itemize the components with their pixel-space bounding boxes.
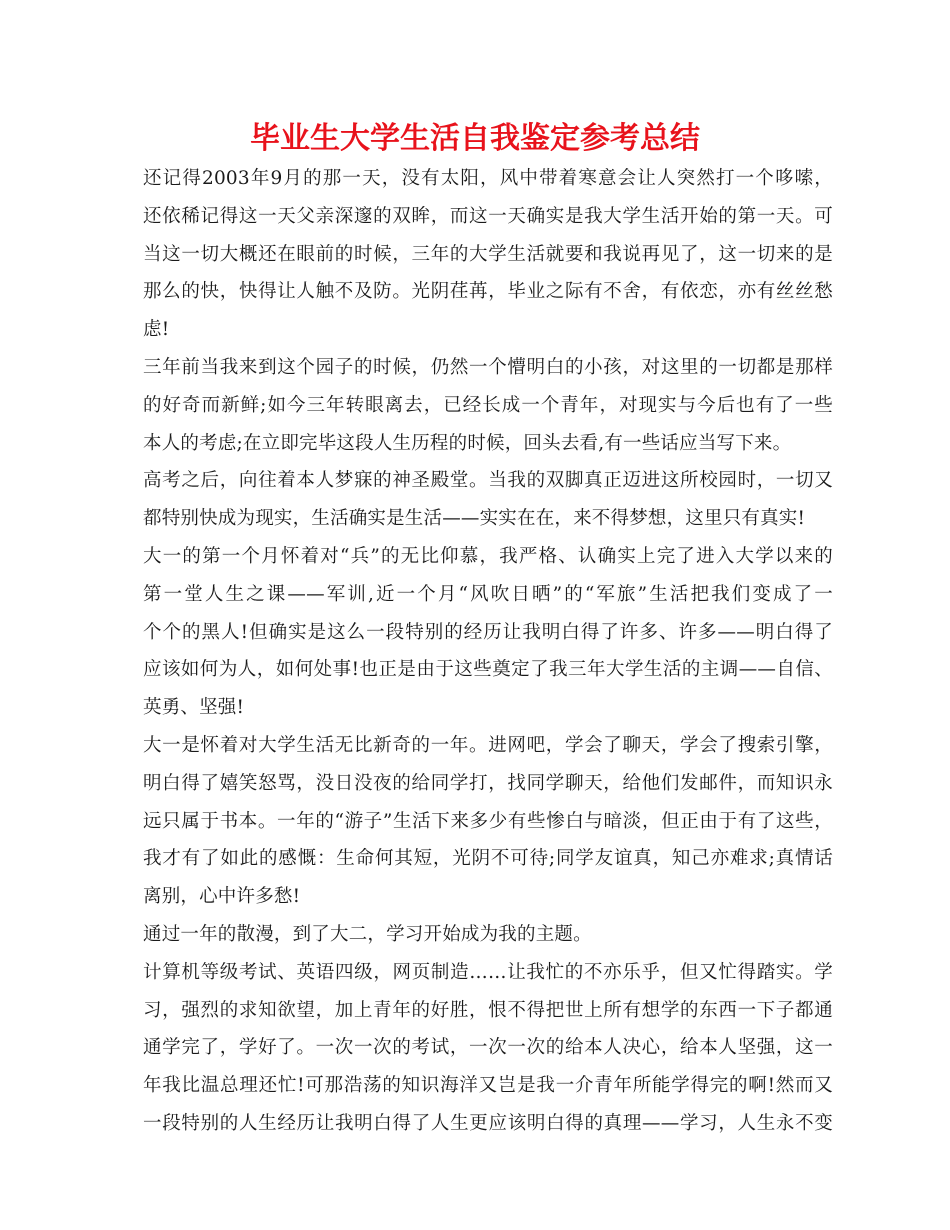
text-line: 年我比温总理还忙!可那浩荡的知识海洋又岂是我一介青年所能学得完的啊!然而又 [143,1075,833,1097]
text-line: 都特别快成为现实，生活确实是生活——实实在在，来不得梦想，这里只有真实! [143,508,806,530]
text-line: 的好奇而新鲜;如今三年转眼离去，已经长成一个青年，对现实与今后也有了一些 [143,394,833,416]
text-line: 第一堂人生之课——军训,近一个月“风吹日晒”的“军旅”生活把我们变成了一 [143,583,833,605]
text-line: 本人的考虑;在立即完毕这段人生历程的时候，回头去看,有一些话应当写下来。 [143,432,792,454]
text-line: 当这一切大概还在眼前的时候，三年的大学生活就要和我说再见了，这一切来的是 [143,243,833,265]
document-body [143,160,833,1143]
text-line: 远只属于书本。一年的“游子”生活下来多少有些惨白与暗淡，但正由于有了这些， [143,810,833,832]
text-line: 英勇、坚强! [143,697,245,719]
text-line: 一段特别的人生经历让我明白得了人生更应该明白得的真理——学习，人生永不变 [143,1112,833,1134]
text-line: 我才有了如此的感慨：生命何其短，光阴不可待;同学友谊真，知己亦难求;真情话 [143,848,833,870]
text-line: 通学完了，学好了。一次一次的考试，一次一次的给本人决心，给本人坚强，这一 [143,1037,833,1059]
text-line: 计算机等级考试、英语四级，网页制造……让我忙的不亦乐乎，但又忙得踏实。学 [143,961,833,983]
text-line: 那么的快，快得让人触不及防。光阴荏苒，毕业之际有不舍，有依恋，亦有丝丝愁 [143,281,833,303]
text-line: 明白得了嬉笑怒骂，没日没夜的给同学打，找同学聊天，给他们发邮件，而知识永 [143,772,833,794]
text-line: 个个的黑人!但确实是这么一段特别的经历让我明白得了许多、许多——明白得了 [143,621,833,643]
text-line: 离别，心中许多愁! [143,886,301,908]
text-line: 通过一年的散漫，到了大二，学习开始成为我的主题。 [143,923,592,945]
text-line: 大一是怀着对大学生活无比新奇的一年。进网吧，学会了聊天，学会了搜索引擎， [143,734,833,756]
text-line: 高考之后，向往着本人梦寐的神圣殿堂。当我的双脚真正迈进这所校园时，一切又 [143,470,833,492]
text-line: 大一的第一个月怀着对“兵”的无比仰慕，我严格、认确实上完了进入大学以来的 [143,545,833,567]
text-line: 应该如何为人，如何处事!也正是由于这些奠定了我三年大学生活的主调——自信、 [143,659,833,681]
text-line: 还依稀记得这一天父亲深邃的双眸，而这一天确实是我大学生活开始的第一天。可 [143,205,833,227]
text-line: 习，强烈的求知欲望，加上青年的好胜，恨不得把世上所有想学的东西一下子都通 [143,999,833,1021]
text-line: 三年前当我来到这个园子的时候，仍然一个懵明白的小孩，对这里的一切都是那样 [143,356,833,378]
document-title: 毕业生大学生活自我鉴定参考总结 [250,121,700,156]
text-line: 还记得2003年9月的那一天，没有太阳，风中带着寒意会让人突然打一个哆嗦， [143,168,833,189]
text-line: 虑! [143,319,170,341]
